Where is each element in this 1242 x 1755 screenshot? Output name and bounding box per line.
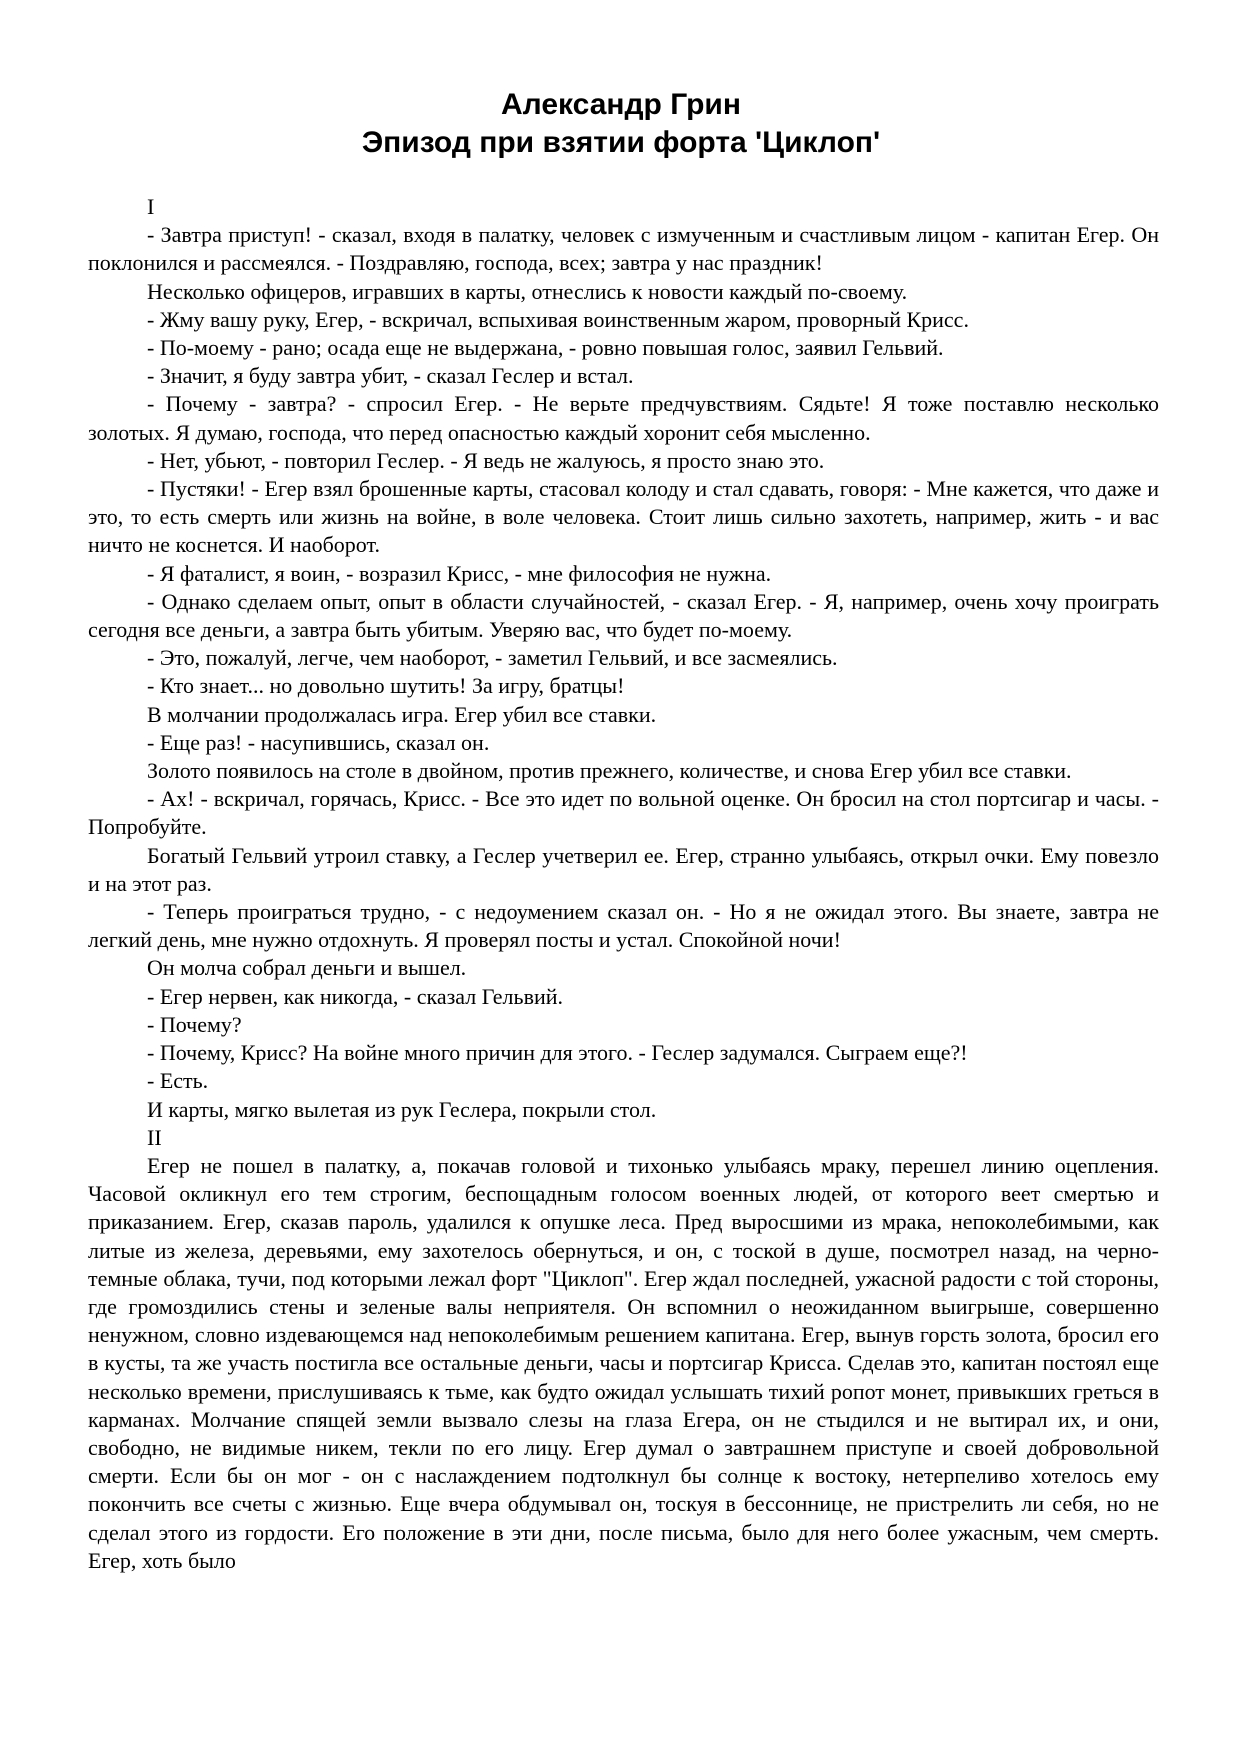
paragraph: Золото появилось на столе в двойном, против прежнего, количестве, и снова Егер убил все ставки. [147,758,1072,784]
author-name: Александр Грин [501,88,741,121]
paragraph: - Егер нервен, как никогда, - сказал Гельвий. [147,983,564,1009]
paragraph: Егер не пошел в палатку, а, покачав головой и тихонько улыбаясь мраку, перешел линию оцепления. Часовой окликнул его тем строгим, беспощадным голосом военных людей, от которого веет смертью и приказанием. Егер, сказав пароль, удалился к опушке леса. Пред выросшими из мрака, непоколебимыми, как литые из железа, деревьями, ему захотелось обернуться, и он, с тоской в душе, посмотрел назад, на черно-темные облака, тучи, под которыми лежал форт "Циклоп". Егер ждал последней, ужасной радости с той стороны, где громоздились стены и зеленые валы неприятеля. Он вспомнил о неожиданном выигрыше, совершенно ненужном, словно издевающемся над непоколебимым решением капитана. Егер, вынув горсть золота, бросил его в кусты, та же участь постигла все остальные деньги, часы и портсигар Крисса. Сделав это, капитан постоял еще несколько времени, прислушиваясь к тьме, как будто ожидал услышать тихий ропот монет, привыкших греться в карманах. Молчание спящей земли вызвало слезы на глаза Егера, он не стыдился и не вытирал их, и они, свободно, не видимые никем, текли по его лицу. Егер думал о завтрашнем приступе и своей добровольной смерти. Если бы он мог - он с наслаждением подтолкнул бы солнце к востоку, нетерпеливо хотелось ему покончить все счеты с жизнью. Еще вчера обдумывал он, тоскуя в бессоннице, не пристрелить ли себя, но не сделал этого из гордости. Его положение в эти дни, после письма, было для него более ужасным, чем смерть. Егер, хоть было [88,1152,1159,1573]
paragraph: - Нет, убьют, - повторил Геслер. - Я ведь не жалуюсь, я просто знаю это. [147,447,825,473]
paragraph: В молчании продолжалась игра. Егер убил все ставки. [147,701,657,727]
paragraph: - Я фаталист, я воин, - возразил Крисс, - мне философия не нужна. [147,560,772,586]
paragraph: - Почему - завтра? - спросил Егер. - Не верьте предчувствиям. Сядьте! Я тоже поставлю несколько золотых. Я думаю, господа, что перед опасностью каждый хоронит себя мысленно. [88,391,1159,445]
paragraph: Богатый Гельвий утроил ставку, а Геслер учетверил ее. Егер, странно улыбаясь, открыл очки. Ему повезло и на этот раз. [88,842,1159,896]
paragraph: - Еще раз! - насупившись, сказал он. [147,729,490,755]
title-block [0,86,1242,162]
paragraph: - Это, пожалуй, легче, чем наоборот, - заметил Гельвий, и все засмеялись. [147,645,838,671]
paragraph: Несколько офицеров, игравших в карты, отнеслись к новости каждый по-своему. [147,278,908,304]
paragraph: - Есть. [147,1068,209,1094]
paragraph: - Теперь проиграться трудно, - с недоумением сказал он. - Но я не ожидал этого. Вы знаете, завтра не легкий день, мне нужно отдохнуть. Я проверял посты и устал. Спокойной ночи! [88,899,1159,953]
story-title: Эпизод при взятии форта 'Циклоп' [361,126,881,159]
story-text [88,193,1159,1575]
paragraph: - Кто знает... но довольно шутить! За игру, братцы! [147,673,625,699]
chapter-heading: I [147,194,155,219]
paragraph: - Почему, Крисс? На войне много причин для этого. - Геслер задумался. Сыграем еще?! [147,1040,968,1066]
paragraph: Он молча собрал деньги и вышел. [147,955,467,981]
paragraph: - Пустяки! - Егер взял брошенные карты, стасовал колоду и стал сдавать, говоря: - Мне кажется, что даже и это, то есть смерть или жизнь на войне, в воле человека. Стоит лишь сильно захотеть, например, жить - и вас ничто не коснется. И наоборот. [88,476,1159,558]
paragraph: - Почему? [147,1011,242,1037]
paragraph: - Завтра приступ! - сказал, входя в палатку, человек с измученным и счастливым лицом - капитан Егер. Он поклонился и рассмеялся. - Поздравляю, господа, всех; завтра у нас праздник! [88,222,1159,276]
paragraph: - Значит, я буду завтра убит, - сказал Геслер и встал. [147,363,634,389]
paragraph: - Ах! - вскричал, горячась, Крисс. - Все это идет по вольной оценке. Он бросил на стол портсигар и часы. - Попробуйте. [88,786,1159,840]
paragraph: - Однако сделаем опыт, опыт в области случайностей, - сказал Егер. - Я, например, очень хочу проиграть сегодня все деньги, а завтра быть убитым. Уверяю вас, что будет по-моему. [88,588,1159,643]
paragraph: - Жму вашу руку, Егер, - вскричал, вспыхивая воинственным жаром, проворный Крисс. [147,306,969,332]
paragraph: И карты, мягко вылетая из рук Геслера, покрыли стол. [147,1096,657,1122]
chapter-heading: II [147,1124,162,1150]
paragraph: - По-моему - рано; осада еще не выдержана, - ровно повышая голос, заявил Гельвий. [147,335,944,361]
